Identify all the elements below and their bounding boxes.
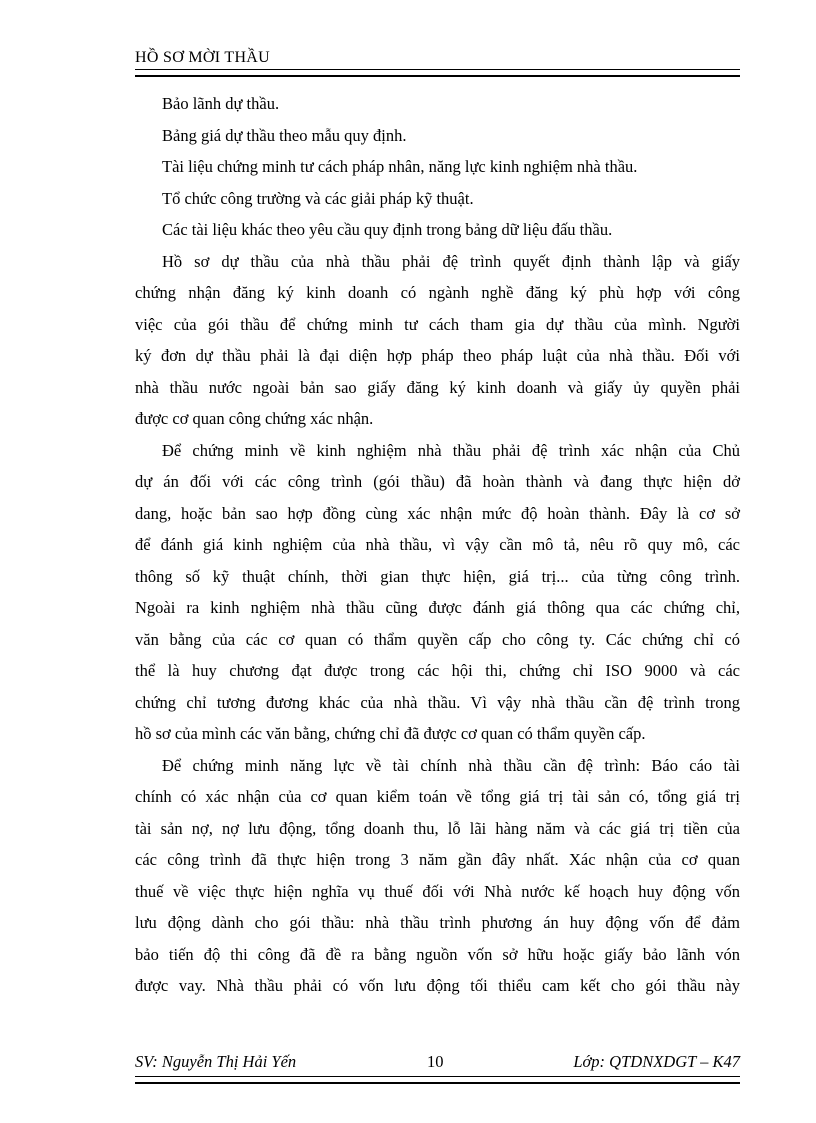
paragraph-finance [135, 750, 740, 1002]
paragraph-line: thông số kỹ thuật chính, thời gian thực hiện, giá trị... của từng công trình. [135, 566, 740, 586]
paragraph-line: chứng nhận đăng ký kinh doanh có ngành nghề đăng ký phù hợp với công [135, 283, 740, 302]
footer-student-name: SV: Nguyễn Thị Hải Yến [135, 1052, 297, 1071]
requirements-list [135, 88, 740, 246]
paragraph-line: việc của gói thầu để chứng minh tư cách tham gia dự thầu của mình. Người [135, 314, 740, 334]
paragraph-line: Hồ sơ dự thầu của nhà thầu phải đệ trình quyết định thành lập và giấy [162, 251, 740, 271]
paragraph-line: ký đơn dự thầu phải là đại diện hợp pháp theo pháp luật của nhà thầu. Đối với [135, 346, 740, 365]
list-item: Tài liệu chứng minh tư cách pháp nhân, năng lực kinh nghiệm nhà thầu. [162, 157, 638, 176]
paragraph-line: nhà thầu nước ngoài bản sao giấy đăng ký kinh doanh và giấy ủy quyền phải [135, 377, 740, 397]
paragraph-line: được vay. Nhà thầu phải có vốn lưu động tối thiểu cam kết cho gói thầu này [135, 976, 740, 995]
header-rule [135, 69, 740, 77]
footer-rule [135, 1076, 740, 1084]
document-body [135, 88, 740, 1002]
paragraph-line: được cơ quan công chứng xác nhận. [135, 409, 374, 428]
list-item: Bảng giá dự thầu theo mẫu quy định. [162, 125, 407, 145]
paragraph-line: để đánh giá kinh nghiệm của nhà thầu, vì vậy cần mô tả, nêu rõ quy mô, các [135, 535, 740, 554]
header-title: HỒ SƠ MỜI THẦU [135, 49, 271, 66]
paragraph-line: dang, hoặc bản sao hợp đồng cùng xác nhận mức độ hoàn thành. Đây là cơ sở [135, 503, 740, 523]
paragraph-line: lưu động dành cho gói thầu: nhà thầu trình phương án huy động vốn để đảm [135, 913, 740, 932]
paragraph-line: thuế về việc thực hiện nghĩa vụ thuế đối với Nhà nước kế hoạch huy động vốn [135, 881, 740, 901]
paragraph-line: chứng chỉ tương đương khác của nhà thầu. Vì vậy nhà thầu cần đệ trình trong [135, 692, 740, 712]
paragraph-experience [135, 435, 740, 750]
list-item: Các tài liệu khác theo yêu cầu quy định trong bảng dữ liệu đấu thầu. [162, 220, 613, 239]
paragraph-legal-status [135, 246, 740, 435]
footer-class-label: Lớp: QTDNXDGT – K47 [573, 1052, 740, 1071]
paragraph-line: Để chứng minh về kinh nghiệm nhà thầu phải đệ trình xác nhận của Chủ [162, 440, 740, 460]
paragraph-line: văn bằng của các cơ quan có thẩm quyền cấp cho công ty. Các chứng chỉ có [135, 629, 740, 649]
page-footer [135, 1052, 740, 1084]
paragraph-line: thể là huy chương đạt được trong các hội thi, chứng chỉ ISO 9000 và các [135, 661, 740, 680]
list-item: Bảo lãnh dự thầu. [162, 94, 280, 113]
footer-row [135, 1052, 740, 1074]
paragraph-line: tài sản nợ, nợ lưu động, tổng doanh thu, lỗ lãi hàng năm và các giá trị tiền của [135, 818, 740, 838]
paragraph-line: chính có xác nhận của cơ quan kiểm toán về tổng giá trị tài sản có, tổng giá trị [135, 787, 740, 806]
list-item: Tổ chức công trường và các giải pháp kỹ thuật. [162, 188, 474, 208]
page-number: 10 [427, 1052, 444, 1071]
paragraph-line: dự án đối với các công trình (gói thầu) đã hoàn thành và đang thực hiện dở [135, 472, 740, 491]
paragraph-line: Ngoài ra kinh nghiệm nhà thầu cũng được đánh giá thông qua các chứng chỉ, [135, 598, 740, 617]
page-header [135, 48, 740, 77]
paragraph-line: bảo tiến độ thi công đã đề ra bằng nguồn vốn sở hữu hoặc giấy bảo lãnh vón [135, 944, 740, 964]
paragraph-line: hồ sơ của mình các văn bằng, chứng chỉ đã được cơ quan có thẩm quyền cấp. [135, 724, 646, 743]
paragraph-line: Để chứng minh năng lực về tài chính nhà thầu cần đệ trình: Báo cáo tài [162, 755, 740, 775]
paragraph-line: các công trình đã thực hiện trong 3 năm gần đây nhất. Xác nhận của cơ quan [135, 850, 740, 869]
